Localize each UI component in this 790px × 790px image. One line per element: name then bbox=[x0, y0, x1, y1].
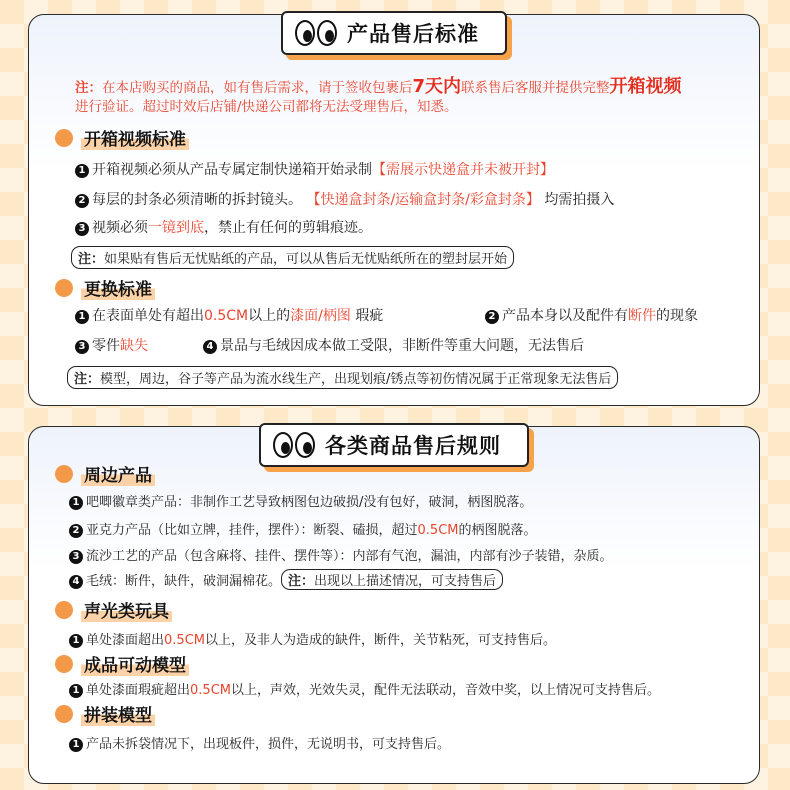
list-item: 1 产品未拆袋情况下，出现板件，损件，无说明书，可支持售后。 bbox=[69, 733, 450, 752]
section-heading-assembly: 拼装模型 bbox=[55, 701, 155, 726]
note-box: 注：出现以上描述情况，可支持售后 bbox=[281, 569, 503, 590]
section-heading-movable: 成品可动模型 bbox=[55, 651, 189, 676]
category-rules-panel bbox=[28, 426, 760, 784]
section-heading-sound: 声光类玩具 bbox=[55, 597, 172, 622]
list-item: 2 每层的封条必须清晰的拆封镜头。 【快递盒封条/运输盒封条/彩盒封条】 均需拍摄入 bbox=[75, 189, 614, 209]
bullet-dot-icon bbox=[55, 655, 73, 673]
list-item: 1 单处漆面瑕疵超出0.5CM以上，声效，光效失灵，配件无法联动，音效中奖，以上情况可支持售后。 bbox=[69, 679, 660, 698]
eyes-icon bbox=[295, 20, 337, 46]
section-heading-peripheral: 周边产品 bbox=[55, 461, 155, 486]
note-box: 注：如果贴有售后无忧贴纸的产品，可以从售后无忧贴纸所在的塑封层开始 bbox=[71, 246, 514, 269]
section-heading-unbox: 开箱视频标准 bbox=[55, 125, 189, 150]
list-item: 1 单处漆面超出0.5CM以上，及非人为造成的缺件，断件，关节粘死，可支持售后。 bbox=[69, 629, 556, 648]
bullet-dot-icon bbox=[55, 601, 73, 619]
list-item: 2 亚克力产品（比如立牌，挂件，摆件）：断裂、磕损，超过0.5CM的柄图脱落。 bbox=[69, 519, 537, 538]
panel-title: 产品售后标准 bbox=[347, 22, 479, 46]
panel-title-tab bbox=[259, 423, 529, 467]
note-box: 注：模型，周边，谷子等产品为流水线生产，出现划痕/锈点等初伤情况属于正常现象无法售后 bbox=[67, 366, 618, 389]
list-item: 4 毛绒：断件，缺件，破洞漏棉花。 注：出现以上描述情况，可支持售后 bbox=[69, 569, 503, 590]
list-item: 1 吧唧徽章类产品：非制作工艺导致柄图包边破损/没有包好，破洞，柄图脱落。 bbox=[69, 491, 532, 510]
bullet-dot-icon bbox=[55, 129, 73, 147]
bullet-dot-icon bbox=[55, 279, 73, 297]
section-heading-replace: 更换标准 bbox=[55, 275, 155, 300]
list-item: 3 视频必须一镜到底，禁止有任何的剪辑痕迹。 bbox=[75, 217, 372, 237]
eyes-icon bbox=[273, 432, 315, 458]
list-item: 4 景品与毛绒因成本做工受限，非断件等重大问题，无法售后 bbox=[203, 335, 584, 355]
bullet-dot-icon bbox=[55, 465, 73, 483]
panel-title-tab bbox=[281, 11, 507, 55]
list-item: 3 流沙工艺的产品（包含麻将、挂件、摆件等）：内部有气泡，漏油，内部有沙子装错，杂质。 bbox=[69, 545, 613, 564]
list-item: 1 在表面单处有超出0.5CM以上的漆面/柄图 瑕疵 bbox=[75, 305, 383, 325]
list-item: 1 开箱视频必须从产品专属定制快递箱开始录制【需展示快递盒并未被开封】 bbox=[75, 159, 554, 179]
list-item: 3 零件缺失 bbox=[75, 335, 148, 355]
list-item: 2 产品本身以及配件有断件的现象 bbox=[485, 305, 698, 325]
bullet-dot-icon bbox=[55, 705, 73, 723]
panel-title: 各类商品售后规则 bbox=[325, 434, 501, 458]
after-sales-standard-panel bbox=[28, 14, 760, 406]
notice-text: 注：在本店购买的商品，如有售后需求，请于签收包裹后7天内联系售后客服并提供完整开箱视频 进行验证。超过时效后店铺/快递公司都将无法受理售后，知悉。 bbox=[75, 76, 682, 115]
